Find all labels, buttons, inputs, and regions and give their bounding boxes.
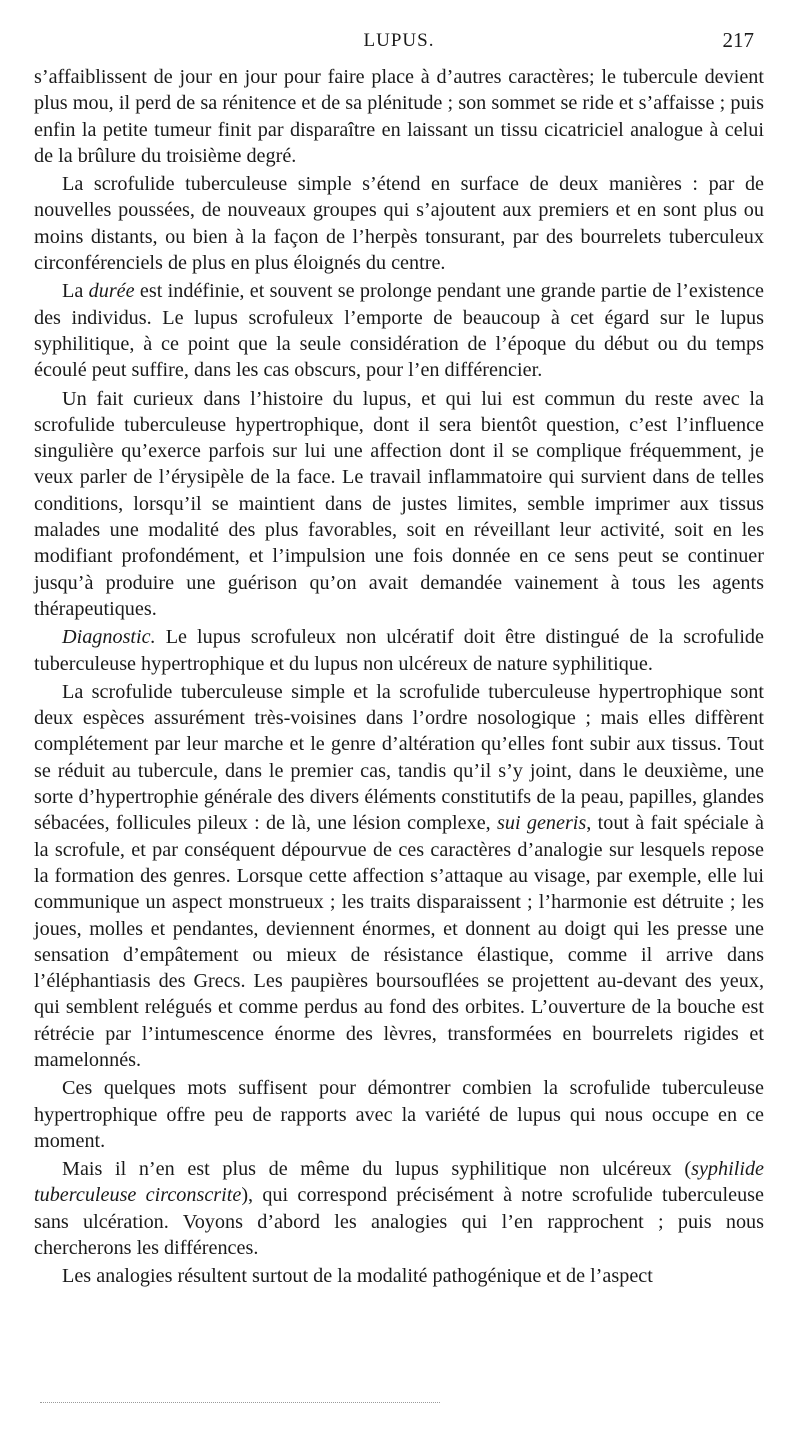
term-syphilide: syphilide tuberculeuse circonscrite [34,1158,764,1207]
body-text [34,64,764,1290]
paragraph-hypertrophic-post: , tout à fait spéciale à la scrofule, et par conséquent dépourvue de ces caractères d’analogie sur lesquels repose la formation des genres. Lorsque cette affection s’attaque au visage, par exemple, elle lui communique un aspect monstrueux ; les traits disparaissent ; l’harmonie est détruite ; les joues, molles et pendantes, deviennent énormes, et donnent au doigt qui les presse une sensation d’empâtement ou mieux de résistance élastique, comme il arrive dans l’éléphantiasis des Grecs. Les paupières boursouflées se projettent au-devant des yeux, qui semblent relégués et comme perdus au fond des orbites. L’ouverture de la bouche est rétrécie par l’intumescence énorme des lèvres, transformées en bourrelets rigides et mamelonnés. [34,812,764,1071]
paragraph-duration-pre: La [62,280,89,303]
paragraph-analogies: Les analogies résultent surtout de la modalité pathogénique et de l’aspect [62,1265,653,1288]
term-diagnostic: Diagnostic. [62,626,156,649]
paragraph-duration [34,278,764,383]
paragraph-diagnostic [34,624,764,677]
paragraph-syphilitic-post: ), qui correspond précisément à notre scrofulide tuberculeuse sans ulcération. Voyons d’abord les analogies qui l’en rapprochent ; puis nous chercherons les différences. [34,1184,764,1260]
paragraph-duration-post: est indéfinie, et souvent se prolonge pendant une grande partie de l’existence des individus. Le lupus scrofuleux l’emporte de beaucoup à cet égard sur le lupus syphilitique, à ce point que la seule considération de l’époque du début ou du temps écoulé peut suffire, dans les cas obscurs, pour l’en différencier. [34,280,765,382]
paragraph-hypertrophic [34,679,764,1073]
paragraph-erysipelas: Un fait curieux dans l’histoire du lupus, et qui lui est commun du reste avec la scrofulide tuberculeuse hypertrophique, dont il sera bientôt question, c’est l’influence singulière qu’exerce parfois sur lui une affection dont il se complique fréquemment, je veux parler de l’érysipèle de la face. Le travail inflammatoire qui survient dans de telles conditions, lorsqu’il se maintient dans de justes limites, semble imprimer aux tissus malades une modalité des plus favorables, soit en réveillant leur activité, soit en les modifiant profondément, et l’impulsion une fois donnée en ce sens peut se continuer jusqu’à produire une guérison qu’on avait demandée vainement à tous les agents thérapeutiques. [34,387,764,620]
running-title: LUPUS. [363,30,435,51]
paragraph-extension: La scrofulide tuberculeuse simple s’étend en surface de deux manières : par de nouvelles poussées, de nouveaux groupes qui s’ajoutent aux premiers et en sont plus ou moins distants, ou bien à la façon de l’herpès tonsurant, par des bourrelets tuberculeux circonférenciels de plus en plus éloignés du centre. [34,173,764,275]
paragraph-few-words: Ces quelques mots suffisent pour démontrer combien la scrofulide tuberculeuse hypertrophique offre peu de rapports avec la variété de lupus qui nous occupe en ce moment. [34,1077,764,1152]
footer-rule [40,1402,440,1403]
paragraph-syphilitic-pre: Mais il n’en est plus de même du lupus syphilitique non ulcéreux ( [62,1158,692,1181]
page-number: 217 [722,28,754,52]
paragraph-syphilitic [34,1156,764,1261]
paragraph-continuation: s’affaiblissent de jour en jour pour faire place à d’autres caractères; le tubercule devient plus mou, il perd de sa rénitence et de sa plénitude ; son sommet se ride et s’affaisse ; puis enfin la petite tumeur finit par disparaître en laissant un tissu cicatriciel analogue à celui de la brûlure du troisième degré. [34,66,764,167]
term-sui-generis: sui generis [497,812,587,835]
paragraph-hypertrophic-pre: La scrofulide tuberculeuse simple et la scrofulide tuberculeuse hypertrophique sont deux espèces assurément très-voisines dans l’ordre nosologique ; mais elles diffèrent complétement par leur marche et le genre d’altération qu’elles font subir aux tissus. Tout se réduit au tubercule, dans le premier cas, tandis qu’il s’y joint, dans le deuxième, une sorte d’hypertrophie générale des divers éléments constitutifs de la peau, papilles, glandes sébacées, follicules pileux : de là, une lésion complexe, [34,680,764,835]
term-duree: durée [88,280,135,303]
page-header [34,30,764,60]
paragraph-diagnostic-post: Le lupus scrofuleux non ulcératif doit être distingué de la scrofulide tuberculeuse hypertrophique et du lupus non ulcéreux de nature syphilitique. [34,626,764,675]
